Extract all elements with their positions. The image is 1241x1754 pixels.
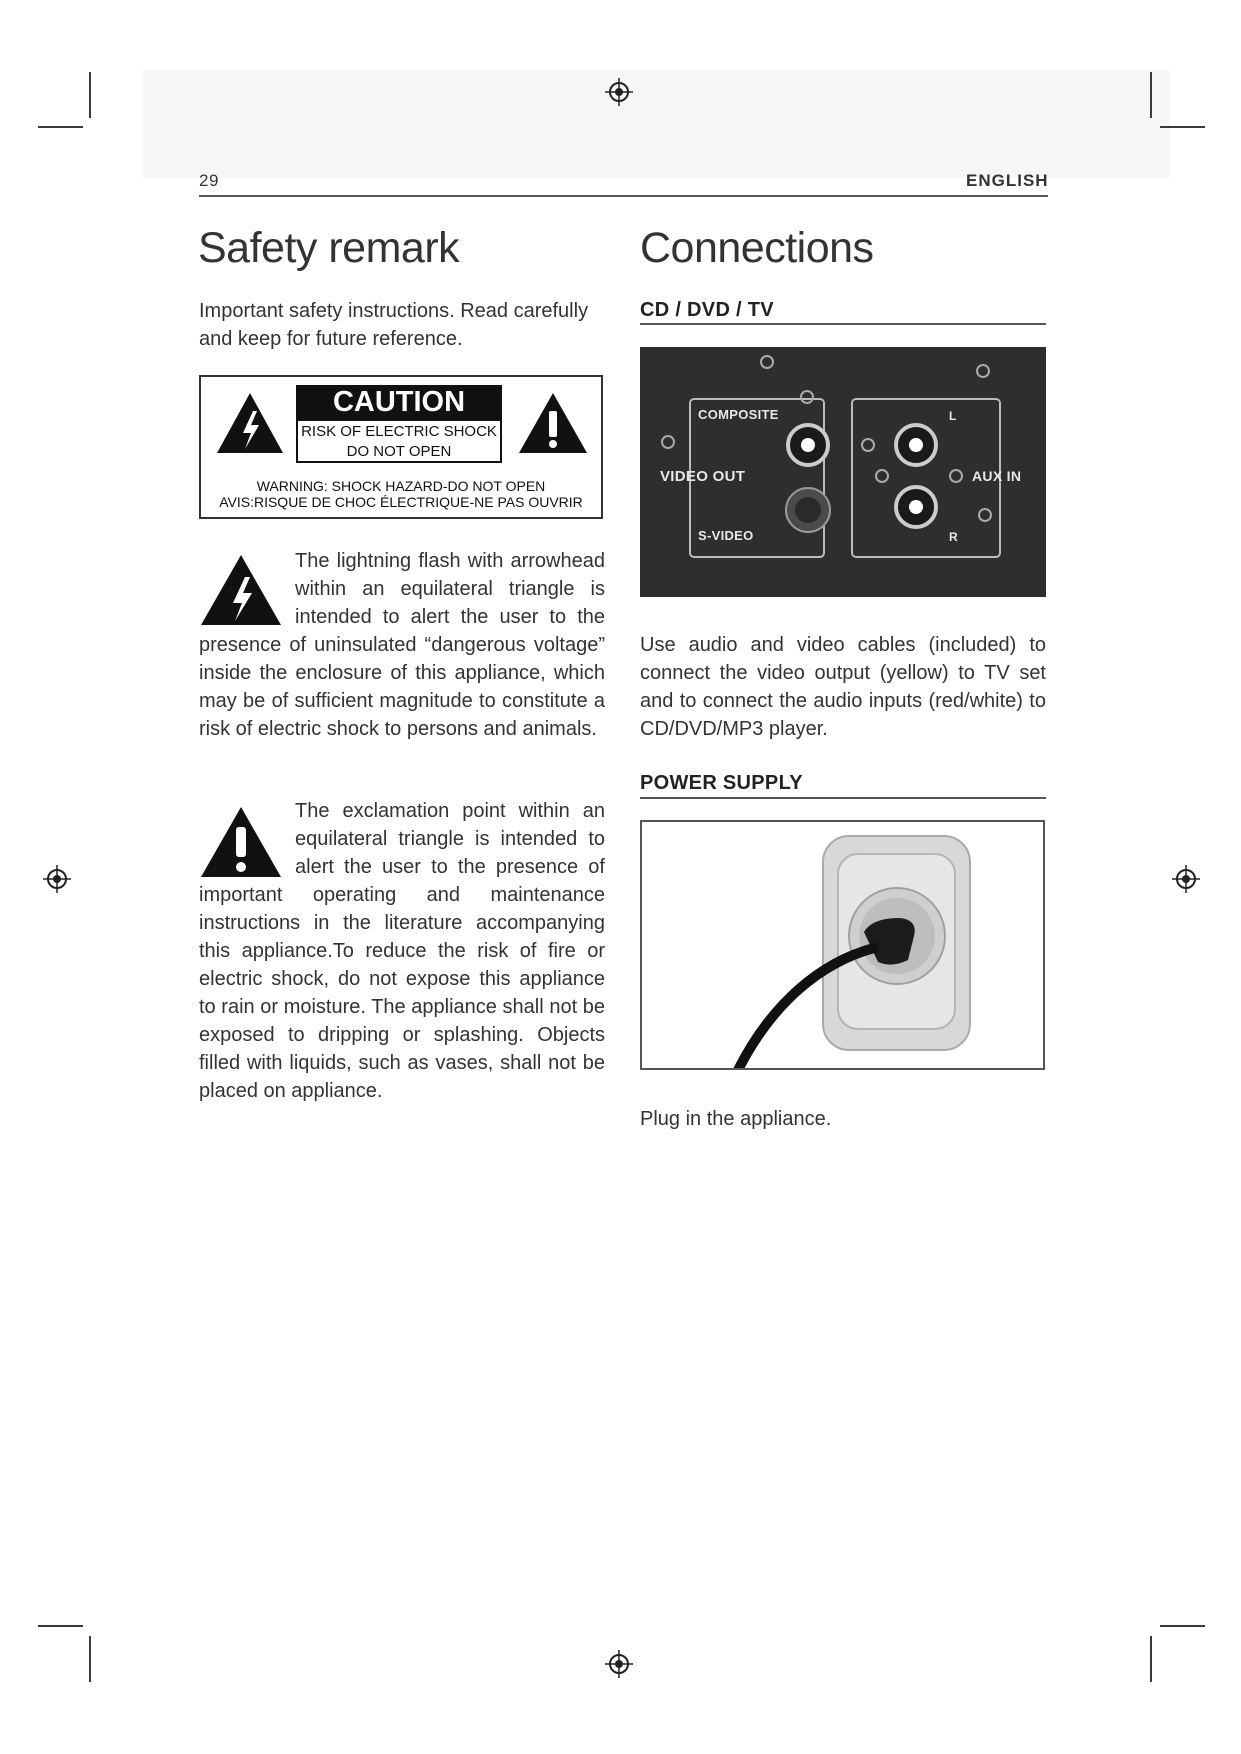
audio-r-label: R xyxy=(949,530,958,544)
exclamation-paragraph: The exclamation point within an equilateral triangle is intended to alert the user to the presence of important operating and maintenance instructions in the literature accompanying this appliance.To reduce the risk of fire or electric shock, do not expose this appliance to rain or moisture. The appliance shall not be exposed to dripping or splashing. Objects filled with liquids, such as vases, shall not be placed on appliance. xyxy=(199,800,605,1102)
exclamation-warning-icon xyxy=(517,391,589,455)
power-supply-paragraph: Plug in the appliance. xyxy=(640,1108,832,1130)
safety-intro: Important safety instructions. Read carefully and keep for future reference. xyxy=(199,300,589,350)
lightning-paragraph-block xyxy=(199,547,605,743)
connections-paragraph: Use audio and video cables (included) to connect the video output (yellow) to TV set and to connect the audio inputs (red/white) to CD/DVD/MP3 player. xyxy=(640,634,1046,740)
crop-mark-br-h xyxy=(1160,1625,1205,1627)
connection-panel-image xyxy=(640,347,1046,597)
lightning-paragraph: The lightning flash with arrowhead within an equilateral triangle is intended to alert the user to the presence of uninsulated “dangerous voltage” inside the enclosure of this appliance, which may be of sufficient magnitude to constitute a risk of electric shock to persons and animals. xyxy=(199,550,605,740)
registration-mark-bottom-icon xyxy=(604,1649,634,1679)
composite-label: COMPOSITE xyxy=(698,407,779,422)
exclamation-paragraph-block xyxy=(199,797,605,1105)
section-power-supply-heading: POWER SUPPLY xyxy=(640,772,803,794)
power-socket-graphic xyxy=(642,822,1045,1070)
caution-line-2: DO NOT OPEN xyxy=(346,443,452,460)
crop-mark-bl-v xyxy=(89,1636,91,1682)
crop-mark-tl-v xyxy=(89,72,91,118)
video-out-label: VIDEO OUT xyxy=(660,468,746,485)
caution-heading: CAUTION xyxy=(296,385,502,419)
caution-warning-en: WARNING: SHOCK HAZARD-DO NOT OPEN xyxy=(256,478,546,494)
caution-warning-text xyxy=(201,478,601,510)
exclamation-triangle-icon xyxy=(199,805,283,879)
header-background xyxy=(143,70,1170,178)
caution-subtext xyxy=(296,419,502,463)
language-label: ENGLISH xyxy=(966,171,1049,190)
crop-mark-br-v xyxy=(1150,1636,1152,1682)
audio-l-label: L xyxy=(949,409,957,423)
section-power-supply-rule xyxy=(640,797,1046,799)
connections-title: Connections xyxy=(640,224,874,272)
page-number: 29 xyxy=(199,171,219,190)
registration-mark-right-icon xyxy=(1171,864,1201,894)
crop-mark-tr-v xyxy=(1150,72,1152,118)
caution-line-1: RISK OF ELECTRIC SHOCK xyxy=(301,423,497,440)
crop-mark-tr-h xyxy=(1160,126,1205,128)
lightning-triangle-icon xyxy=(199,553,283,627)
safety-title: Safety remark xyxy=(198,224,460,272)
caution-label xyxy=(199,375,603,519)
section-cd-dvd-tv-heading: CD / DVD / TV xyxy=(640,299,774,321)
registration-mark-left-icon xyxy=(42,864,72,894)
s-video-label: S-VIDEO xyxy=(698,528,754,543)
header-rule xyxy=(199,195,1048,197)
crop-mark-tl-h xyxy=(38,126,83,128)
registration-mark-top-icon xyxy=(604,77,634,107)
caution-warning-fr: AVIS:RISQUE DE CHOC ÉLECTRIQUE-NE PAS OUVRIR xyxy=(219,494,583,510)
power-socket-image xyxy=(640,820,1045,1070)
section-cd-dvd-tv-rule xyxy=(640,323,1046,325)
aux-in-label: AUX IN xyxy=(972,468,1022,484)
lightning-warning-icon xyxy=(215,391,285,455)
crop-mark-bl-h xyxy=(38,1625,83,1627)
